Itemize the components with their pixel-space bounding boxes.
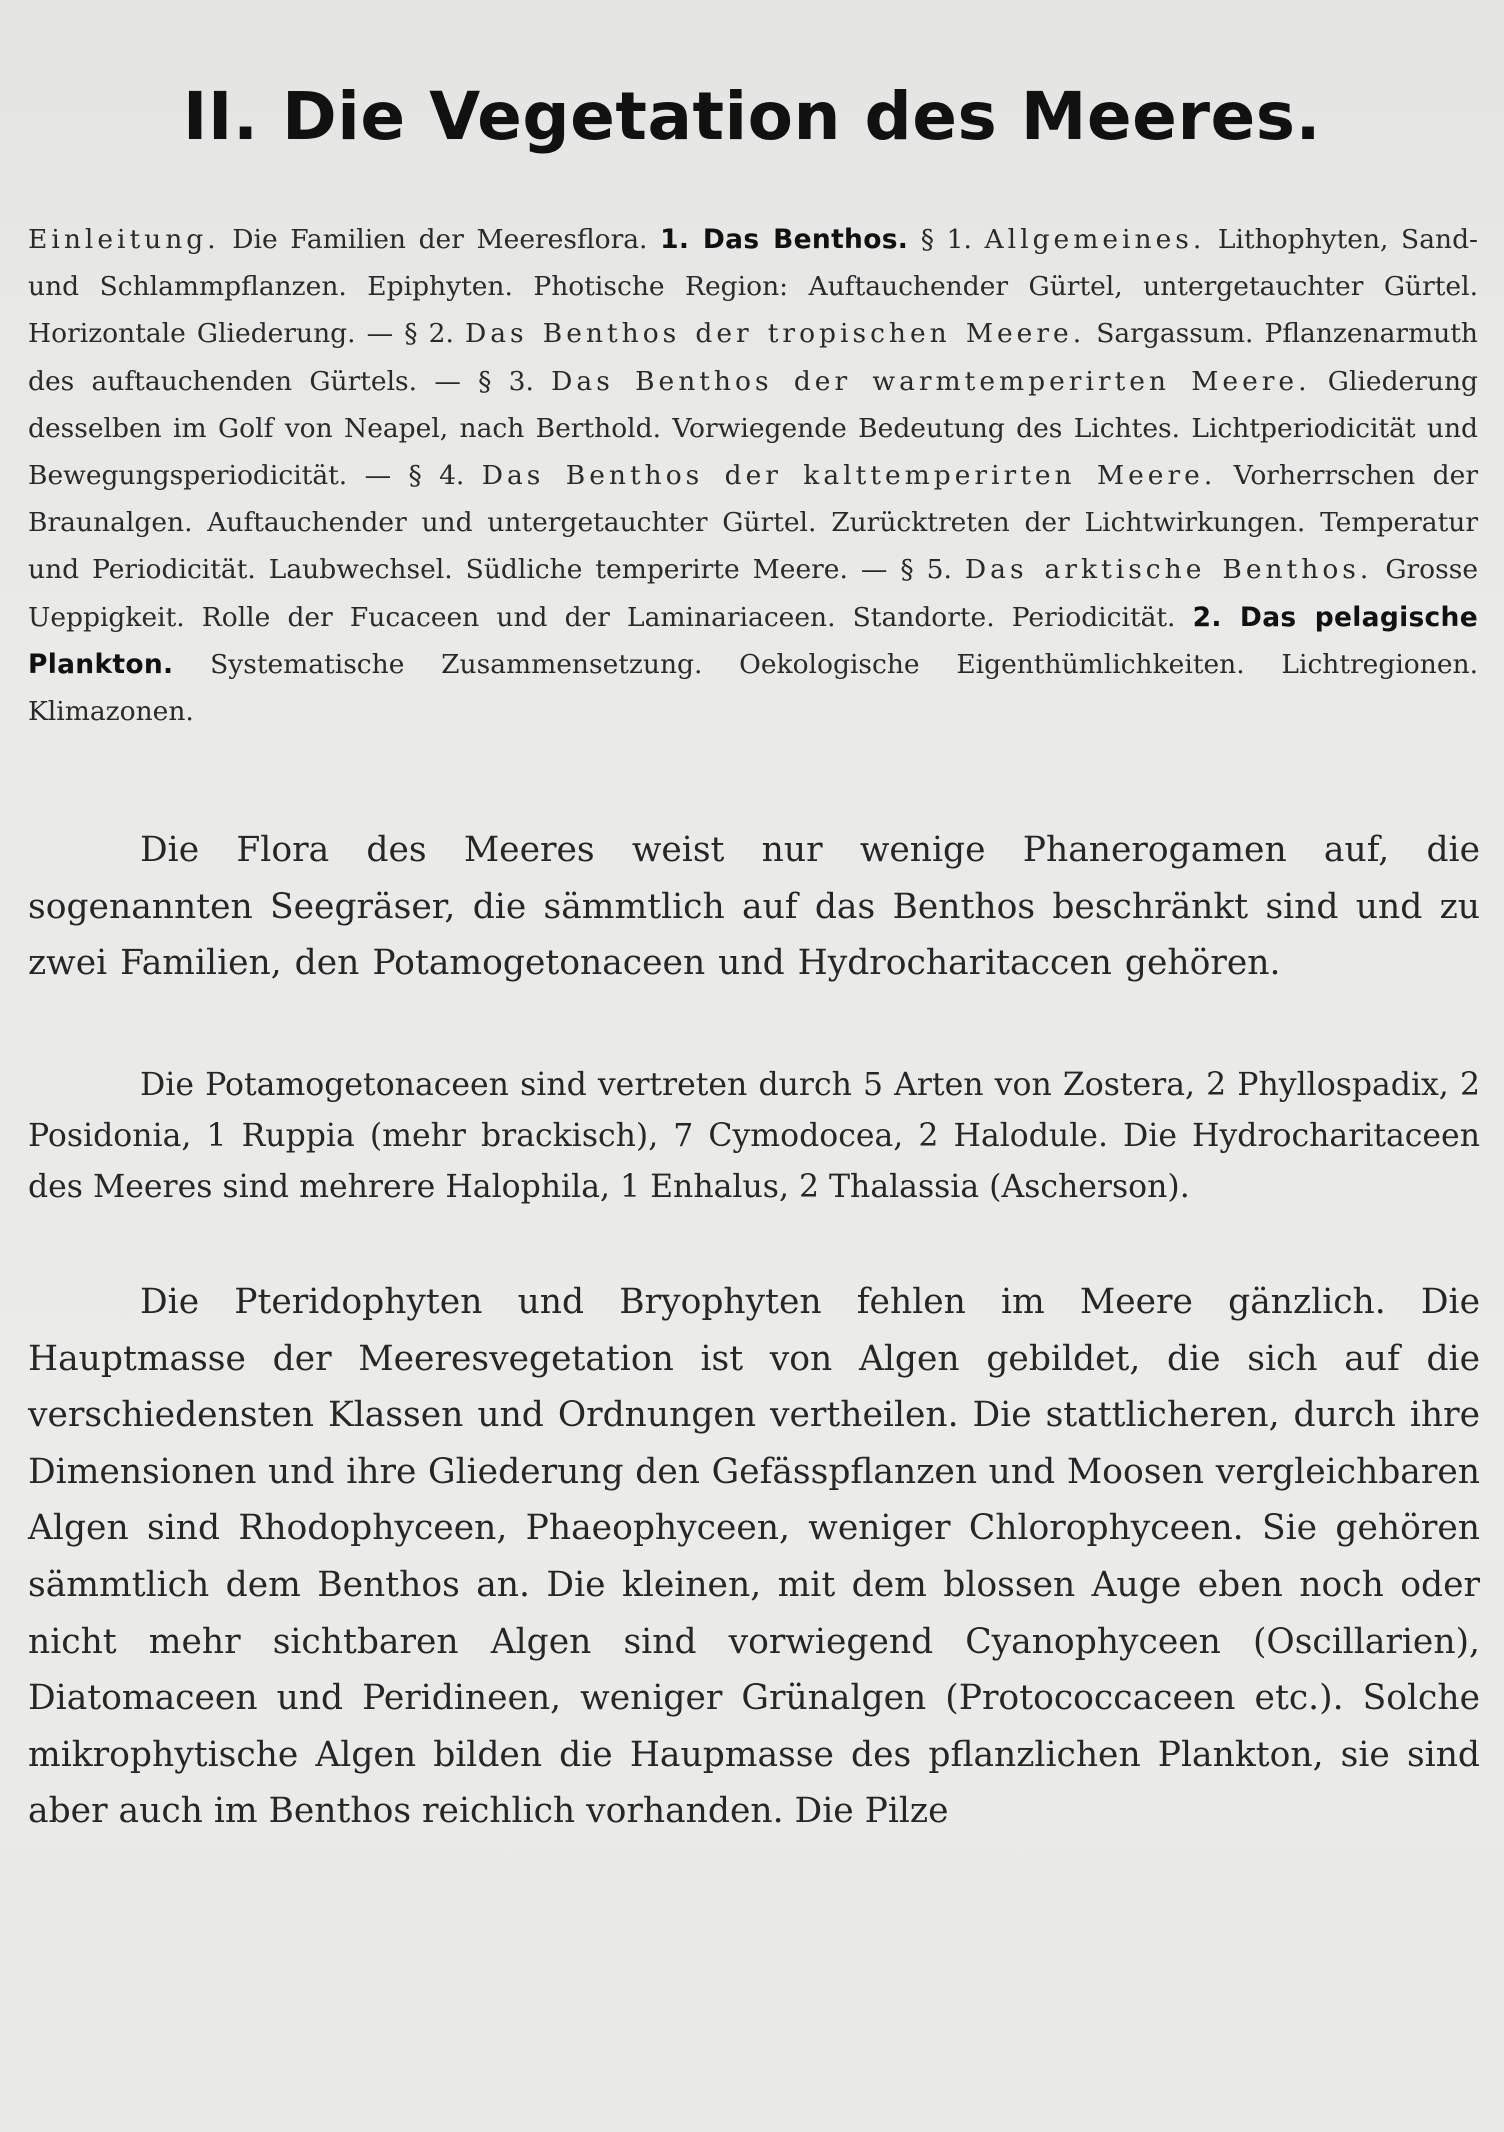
summary-text: Gliederung desselben im Golf von Neapel, nach Berthold. Vorwiegende Bedeutung des Lichtes. Lichtperiodicität und Bewegungsperiodicität. — § 4. <box>28 365 1479 492</box>
summary-heading-arktisches-benthos: Das arktische Benthos. <box>964 554 1373 586</box>
summary-heading-tropische-meere: Das Benthos der tropischen Meere. <box>465 318 1086 350</box>
summary-text: Sargassum. Pflanzenarmuth des auftauchenden Gürtels. — § 3. <box>28 318 1478 397</box>
chapter-title: II. Die Vegetation des Meeres. <box>182 78 1322 155</box>
summary-text: Die Familien der Meeresflora. <box>219 224 661 255</box>
summary-text: Lithophyten, Sand- und Schlammpflanzen. Epiphyten. Photische Region: Auftauchender Gürtel, untergetauchter Gürtel. Horizontale Gliederung. — § 2. <box>28 224 1478 350</box>
paragraph-2: Die Potamogetonaceen sind vertreten durch 5 Arten von Zostera, 2 Phyllospadix, 2 Posidonia, 1 Ruppia (mehr brackisch), 7 Cymodocea, 2 Halodule. Die Hydrocharitaceen des Meeres sind mehrere Halophila, 1 Enhalus, 2 Thalassia (Ascherson). <box>28 1067 1480 1205</box>
summary-text: Grosse Ueppigkeit. Rolle der Fucaceen und der Laminariaceen. Standorte. Periodicität. <box>28 554 1478 633</box>
summary-text: Vorherrschen der Braunalgen. Auftauchender und untergetauchter Gürtel. Zurücktreten der Lichtwirkungen. Temperatur und Periodicität. Laubwechsel. Südliche temperirte Meere. — § 5. <box>28 460 1478 586</box>
summary-section-plankton: 2. Das pelagische Plankton. <box>28 601 1478 680</box>
summary-heading-warmtemperirte-meere: Das Benthos der warmtemperirten Meere. <box>551 365 1311 397</box>
paragraph-1: Die Flora des Meeres weist nur wenige Phanerogamen auf, die sogenannten Seegräser, die sämmtlich auf das Benthos beschränkt sind und zu zwei Familien, den Potamogetonaceen und Hydrocharitaccen gehören. <box>28 830 1480 984</box>
summary-text: Systematische Zusammensetzung. Oekologische Eigenthümlichkeiten. Lichtregionen. Klimazonen. <box>28 648 1478 728</box>
summary-heading-einleitung: Einleitung. <box>28 224 220 255</box>
paragraph-3: Die Pteridophyten und Bryophyten fehlen im Meere gänzlich. Die Hauptmasse der Meeresvegetation ist von Algen gebildet, die sich auf die verschiedensten Klassen und Ordnungen vertheilen. Die stattlicheren, durch ihre Dimensionen und ihre Gliederung den Gefässpflanzen und Moosen vergleichbaren Algen sind Rhodophyceen, Phaeophyceen, weniger Chlorophyceen. Sie gehören sämmtlich dem Benthos an. Die kleinen, mit dem blossen Auge eben noch oder nicht mehr sichtbaren Algen sind vorwiegend Cyanophyceen (Oscillarien), Diatomaceen und Peridineen, weniger Grünalgen (Protococcaceen etc.). Solche mikrophytische Algen bilden die Haupmasse des pflanzlichen Plankton, sie sind aber auch im Benthos reichlich vorhanden. Die Pilze <box>28 1282 1480 1832</box>
summary-section-benthos: 1. Das Benthos. <box>660 224 909 255</box>
summary-text: § 1. <box>908 224 985 255</box>
chapter-summary <box>28 216 1478 735</box>
summary-heading-kalttemperirte-meere: Das Benthos der kalttemperirten Meere. <box>481 460 1217 492</box>
summary-heading-allgemeines: Allgemeines. <box>984 224 1206 255</box>
